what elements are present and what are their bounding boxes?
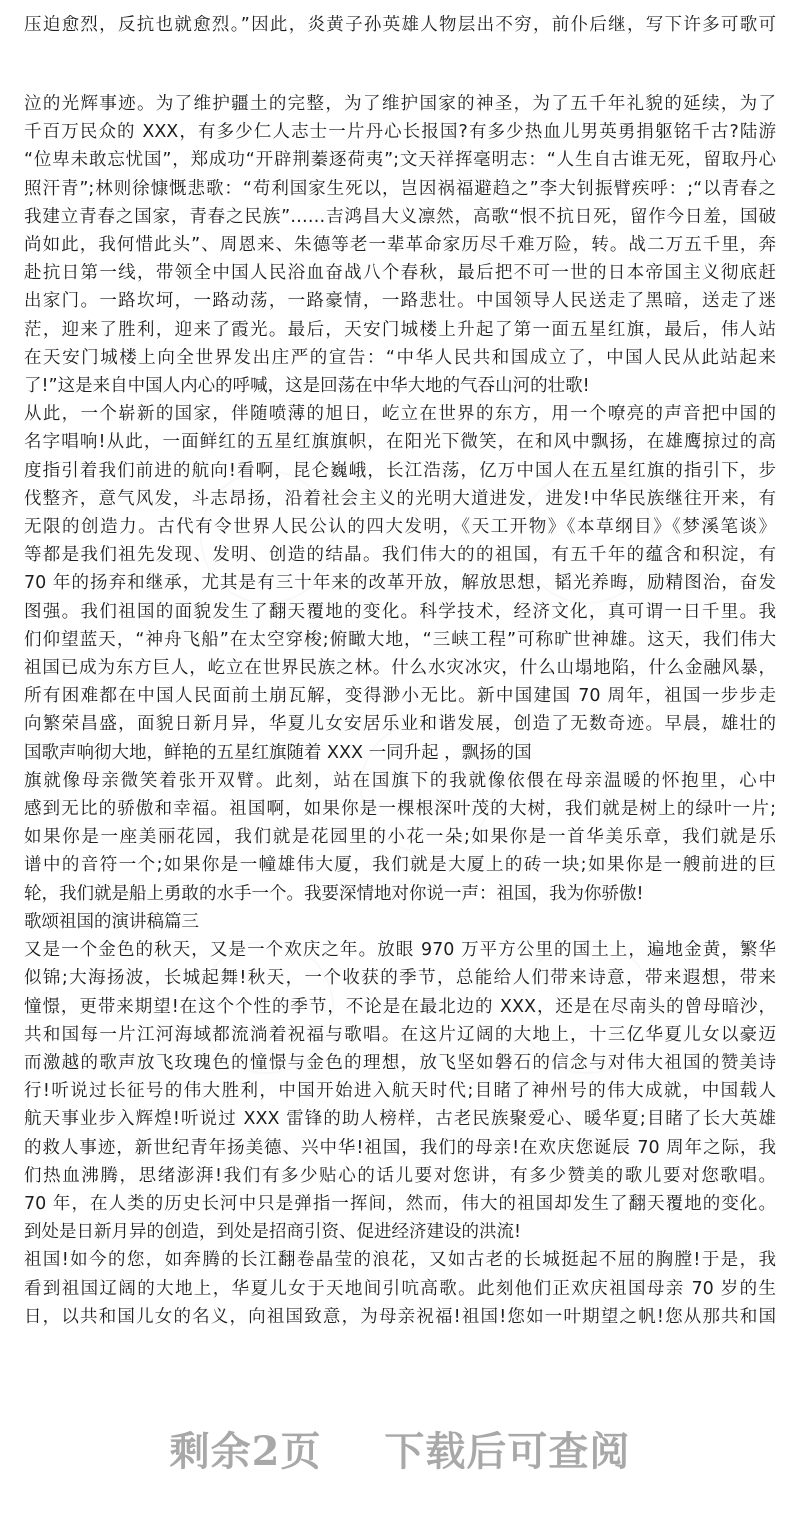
text-line: 们热血沸腾，思绪澎湃!我们有多少贴心的话儿要对您讲，有多少赞美的歌儿要对您歌唱。: [24, 1165, 776, 1186]
text-line: 等都是我们祖先发现、发明、创造的结晶。我们伟大的的祖国，有五千年的蕴含和积淀，有: [24, 545, 776, 566]
text-line: 茫，迎来了胜利，迎来了霞光。最后，天安门城楼上升起了第一面五星红旗，最后，伟人站: [24, 319, 776, 340]
text-line: 祖国已成为东方巨人，屹立在世界民族之林。什么水灾冰灾，什么山塌地陷，什么金融风暴，: [24, 658, 776, 679]
text-line: 70 年，在人类的历史长河中只是弹指一挥间，然而，伟大的祖国却发生了翻天覆地的变化。: [24, 1193, 776, 1214]
text-line: 所有困难都在中国人民面前土崩瓦解，变得渺小无比。新中国建国 70 周年，祖国一步步走: [24, 686, 776, 707]
text-line: 了!”这是来自中国人内心的呼喊，这是回荡在中华大地的气吞山河的壮歌!: [24, 376, 590, 397]
text-line: 祖国!如今的您，如奔腾的长江翻卷晶莹的浪花，又如古老的长城挺起不屈的胸膛!于是，我: [24, 1250, 776, 1271]
download-to-view-label: 下载后可查阅: [384, 1428, 631, 1475]
text-line: 们仰望蓝天，“神舟飞船”在太空穿梭;俯瞰大地，“三峡工程”可称旷世神雄。这天，我们伟大: [24, 629, 776, 650]
text-line: 感到无比的骄傲和幸福。祖国啊，如果你是一棵根深叶茂的大树，我们就是树上的绿叶一片;: [24, 799, 776, 820]
document-page-text-top: [24, 11, 776, 39]
text-line: 国歌声响彻大地，鲜艳的五星红旗随着 XXX 一同升起 ，飘扬的国: [24, 742, 532, 763]
text-line: 伐整齐，意气风发，斗志昂扬，沿着社会主义的光明大道进发，进发!中华民族继往开来，有: [24, 488, 776, 509]
text-line: 到处是日新月异的创造，到处是招商引资、促进经济建设的洪流!: [24, 1222, 522, 1243]
text-line: 谱中的音符一个;如果你是一幢雄伟大厦，我们就是大厦上的砖一块;如果你是一艘前进的巨: [24, 855, 776, 876]
text-line: 度指引着我们前进的航向!看啊，昆仑巍峨，长江浩荡，亿万中国人在五星红旗的指引下，步: [24, 460, 776, 481]
text-line: 在天安门城楼上向全世界发出庄严的宣告：“中华人民共和国成立了，中国人民从此站起来: [24, 347, 776, 368]
download-prompt[interactable]: [0, 1420, 800, 1477]
text-line: 70 年的扬弃和继承，尤其是有三十年来的改革开放，解放思想，韬光养晦，励精图治，奋发: [24, 573, 776, 594]
text-line: 照汗青”;林则徐慷慨悲歌：“苟利国家生死以，岂因祸福避趋之”李大钊振臂疾呼：;“以青春之: [24, 178, 776, 199]
text-line: 歌颂祖国的演讲稿篇三: [24, 911, 199, 932]
text-line: 向繁荣昌盛，面貌日新月异，华夏儿女安居乐业和谐发展，创造了无数奇迹。早晨，雄壮的: [24, 714, 776, 735]
text-line: 如果你是一座美丽花园，我们就是花园里的小花一朵;如果你是一首华美乐章，我们就是乐: [24, 827, 776, 848]
text-line: 千百万民众的 XXX，有多少仁人志士一片丹心长报国?有多少热血儿男英勇捐躯铭千古?陆游: [24, 122, 776, 143]
text-line: 无限的创造力。古代有令世界人民公认的四大发明，《天工开物》《本草纲目》《梦溪笔谈》: [24, 517, 776, 538]
text-line: 日，以共和国儿女的名义，向祖国致意，为母亲祝福!祖国!您如一叶期望之帆!您从那共和国: [24, 1306, 776, 1327]
text-line: 航天事业步入辉煌!听说过 XXX 雷锋的助人榜样，古老民族聚爱心、暖华夏;目睹了长大英雄: [24, 1109, 776, 1130]
text-line: 我建立青春之国家，青春之民族”……吉鸿昌大义凛然，高歌“恨不抗日死，留作今日羞，国破: [24, 206, 776, 227]
text-line: 轮，我们就是船上勇敢的水手一个。我要深情地对你说一声：祖国，我为你骄傲!: [24, 883, 644, 904]
text-line: 看到祖国辽阔的大地上，华夏儿女于天地间引吭高歌。此刻他们正欢庆祖国母亲 70 岁的生: [24, 1278, 776, 1299]
text-line: 压迫愈烈，反抗也就愈烈。”因此，炎黄子孙英雄人物层出不穷，前仆后继，写下许多可歌可: [24, 15, 776, 35]
text-line: 赴抗日第一线，带领全中国人民浴血奋战八个春秋，最后把不可一世的日本帝国主义彻底赶: [24, 263, 776, 284]
text-line: “位卑未敢忘忧国”，郑成功“开辟荆蓁逐荷夷”;文天祥挥毫明志：“人生自古谁无死，留取丹心: [24, 150, 776, 171]
text-line: 又是一个金色的秋天，又是一个欢庆之年。放眼 970 万平方公里的国土上，遍地金黄，繁华: [24, 940, 776, 961]
text-line: 名字唱响!从此，一面鲜红的五星红旗旗帜，在阳光下微笑，在和风中飘扬，在雄鹰掠过的高: [24, 432, 776, 453]
text-line: 似锦;大海扬波，长城起舞!秋天，一个收获的季节，总能给人们带来诗意，带来遐想，带来: [24, 968, 776, 989]
text-line: 行!听说过长征号的伟大胜利，中国开始进入航天时代;目睹了神州号的伟大成就，中国载人: [24, 1081, 776, 1102]
text-line: 憧憬，更带来期望!在这个个性的季节，不论是在最北边的 XXX，还是在尽南头的曾母暗沙，: [24, 996, 776, 1017]
text-line: 泣的光辉事迹。为了维护疆土的完整，为了维护国家的神圣，为了五千年礼貌的延续，为了: [24, 94, 776, 114]
text-line: 旗就像母亲微笑着张开双臂。此刻，站在国旗下的我就像依偎在母亲温暖的怀抱里，心中: [24, 770, 776, 791]
text-line: 图强。我们祖国的面貌发生了翻天覆地的变化。科学技术，经济文化，真可谓一日千里。我: [24, 601, 776, 622]
remaining-pages-label: 剩余2页: [169, 1428, 322, 1475]
document-page-text: [24, 90, 776, 1331]
text-line: 而激越的歌声放飞玫瑰色的憧憬与金色的理想，放飞坚如磐石的信念与对伟大祖国的赞美诗: [24, 1052, 776, 1073]
text-line: 出家门。一路坎坷，一路动荡，一路豪情，一路悲壮。中国领导人民送走了黑暗，送走了迷: [24, 291, 776, 312]
text-line: 的救人事迹，新世纪青年扬美德、兴中华!祖国，我们的母亲!在欢庆您诞辰 70 周年之际，我: [24, 1137, 776, 1158]
text-line: 从此，一个崭新的国家，伴随喷薄的旭日，屹立在世界的东方，用一个嘹亮的声音把中国的: [24, 404, 776, 425]
text-line: 共和国每一片江河海域都流淌着祝福与歌唱。在这片辽阔的大地上，十三亿华夏儿女以豪迈: [24, 1024, 776, 1045]
text-line: 尚如此，我何惜此头”、周恩来、朱德等老一辈革命家历尽千难万险，转。战二万五千里，奔: [24, 235, 776, 256]
